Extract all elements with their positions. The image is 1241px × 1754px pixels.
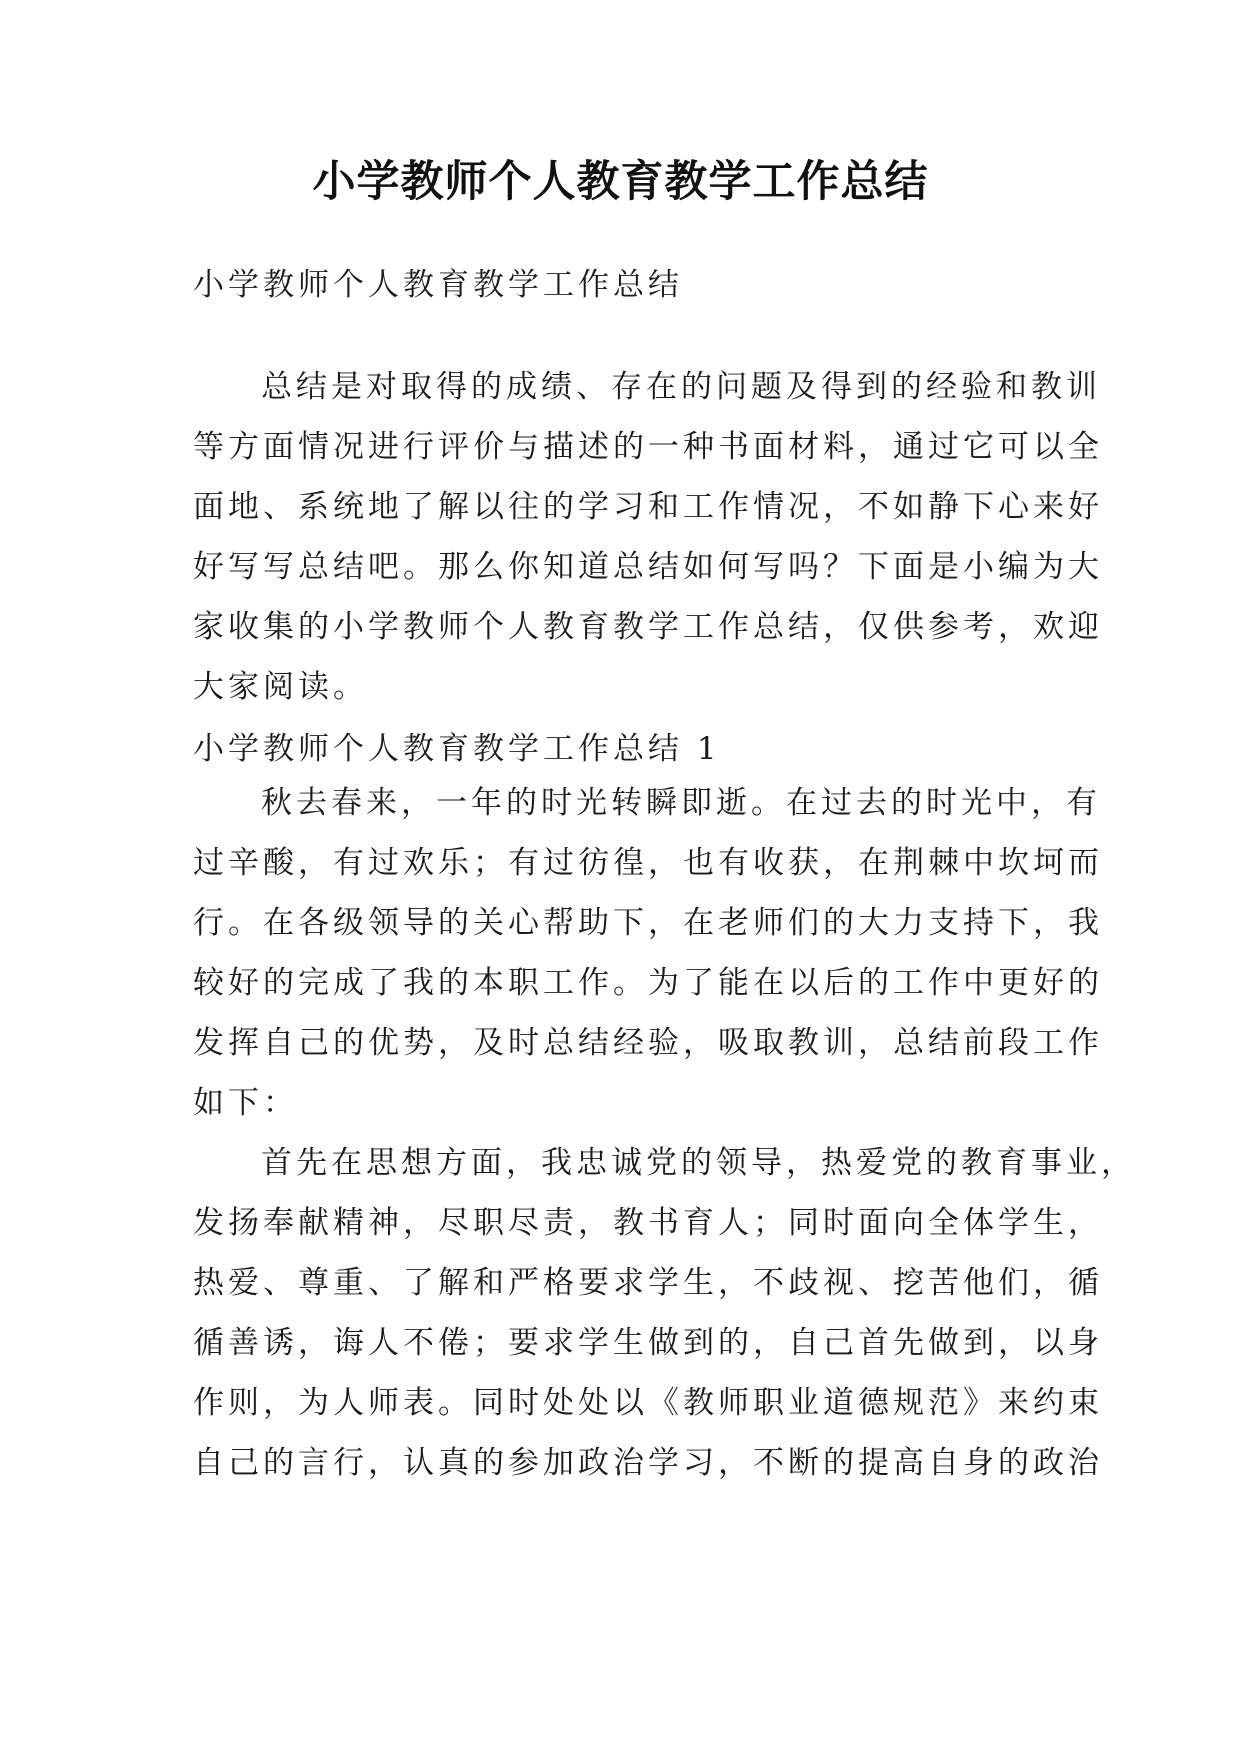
document-subtitle: 小学教师个人教育教学工作总结 — [193, 267, 683, 303]
paragraph-line: 发扬奉献精神，尽职尽责，教书育人；同时面向全体学生， — [193, 1205, 1103, 1241]
paragraph-line: 自己的言行，认真的参加政治学习，不断的提高自身的政治 — [193, 1445, 1103, 1481]
document-title: 小学教师个人教育教学工作总结 — [312, 157, 929, 207]
intro-paragraph — [193, 357, 1103, 717]
section-paragraph-2 — [193, 1133, 1136, 1493]
paragraph-line: 首先在思想方面，我忠诚党的领导，热爱党的教育事业， — [261, 1145, 1136, 1181]
intro-line: 等方面情况进行评价与描述的一种书面材料，通过它可以全 — [193, 429, 1103, 465]
paragraph-line: 行。在各级领导的关心帮助下，在老师们的大力支持下，我 — [193, 905, 1103, 941]
paragraph-line: 热爱、尊重、了解和严格要求学生，不歧视、挖苦他们，循 — [193, 1265, 1103, 1301]
intro-line: 家收集的小学教师个人教育教学工作总结，仅供参考，欢迎 — [193, 609, 1103, 645]
intro-line: 总结是对取得的成绩、存在的问题及得到的经验和教训 — [261, 369, 1101, 405]
section-heading: 小学教师个人教育教学工作总结 1 — [193, 731, 721, 767]
paragraph-line: 较好的完成了我的本职工作。为了能在以后的工作中更好的 — [193, 965, 1103, 1001]
paragraph-line: 秋去春来，一年的时光转瞬即逝。在过去的时光中，有 — [261, 785, 1101, 821]
intro-line: 大家阅读。 — [193, 669, 368, 705]
paragraph-line: 过辛酸，有过欢乐；有过彷徨，也有收获，在荆棘中坎坷而 — [193, 845, 1103, 881]
intro-line: 好写写总结吧。那么你知道总结如何写吗？下面是小编为大 — [193, 549, 1103, 585]
paragraph-line: 循善诱，诲人不倦；要求学生做到的，自己首先做到，以身 — [193, 1325, 1103, 1361]
section-paragraph-1 — [193, 773, 1103, 1133]
paragraph-line: 作则，为人师表。同时处处以《教师职业道德规范》来约束 — [193, 1385, 1103, 1421]
paragraph-line: 发挥自己的优势，及时总结经验，吸取教训，总结前段工作 — [193, 1025, 1103, 1061]
intro-line: 面地、系统地了解以往的学习和工作情况，不如静下心来好 — [193, 489, 1103, 525]
paragraph-line: 如下： — [193, 1085, 298, 1121]
